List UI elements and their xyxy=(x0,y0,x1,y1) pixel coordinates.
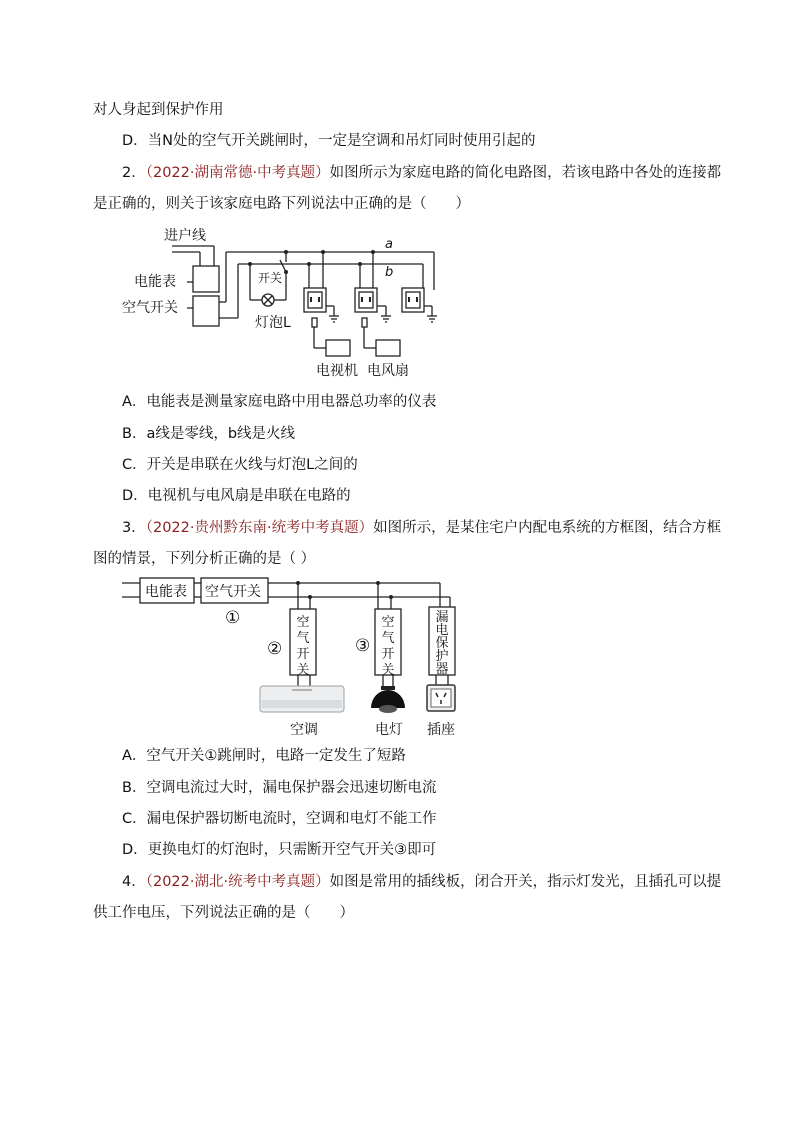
breaker-2-char: 开 xyxy=(296,647,310,662)
lamp-icon xyxy=(371,686,405,713)
question-4-stem-cont: 供工作电压，下列说法正确的是（ ） xyxy=(93,905,354,921)
rcd-char: 电 xyxy=(435,623,449,638)
breaker-2-char: 气 xyxy=(296,631,310,646)
question-source: （2022·湖北·统考中考真题） xyxy=(145,874,330,890)
marker-1: ① xyxy=(225,608,241,628)
option-a: A．空气开关①跳闸时，电路一定发生了短路 xyxy=(122,748,406,764)
household-circuit-diagram xyxy=(120,224,450,384)
incoming-line-label: 进户线 xyxy=(164,228,206,244)
question-2-stem-cont: 是正确的，则关于该家庭电路下列说法中正确的是（ ） xyxy=(93,196,470,212)
tv-label: 电视机 xyxy=(316,363,358,379)
ac-label: 空调 xyxy=(290,722,318,738)
option-c: C．开关是串联在火线与灯泡L之间的 xyxy=(122,457,358,473)
air-conditioner-icon xyxy=(260,686,344,712)
question-source: （2022·贵州黔东南·统考中考真题） xyxy=(145,520,374,536)
question-stem: 如图所示为家庭电路的简化电路图，若该电路中各处的连接都 xyxy=(329,165,722,181)
question-3-stem xyxy=(122,518,721,538)
option-d: D．更换电灯的灯泡时，只需断开空气开关③即可 xyxy=(122,842,437,858)
option-c: C．漏电保护器切断电流时，空调和电灯不能工作 xyxy=(122,811,437,827)
meter-box-label: 电能表 xyxy=(145,584,187,600)
option-a: A．电能表是测量家庭电路中用电器总功率的仪表 xyxy=(122,394,437,410)
wire-b-label: b xyxy=(385,265,394,280)
switch-label: 开关 xyxy=(258,271,283,285)
rcd-char: 器 xyxy=(435,662,449,677)
rcd-char: 漏 xyxy=(435,610,449,625)
rcd-char: 保 xyxy=(435,636,449,651)
main-breaker-label: 空气开关 xyxy=(205,584,261,600)
question-2-stem xyxy=(122,163,721,183)
option-b: B．空调电流过大时，漏电保护器会迅速切断电流 xyxy=(122,780,437,796)
question-number: 3． xyxy=(122,520,146,536)
question-number: 4． xyxy=(122,874,146,890)
breaker-2-char: 空 xyxy=(296,615,310,630)
marker-2: ② xyxy=(267,639,283,659)
breaker-3-char: 空 xyxy=(381,615,395,630)
question-stem: 如图所示，是某住宅户内配电系统的方框图，结合方框 xyxy=(373,520,722,536)
breaker-3-char: 开 xyxy=(381,647,395,662)
option-line: D．当N处的空气开关跳闸时，一定是空调和吊灯同时使用引起的 xyxy=(122,133,536,149)
lamp-label: 电灯 xyxy=(375,722,403,738)
text-line: 对人身起到保护作用 xyxy=(93,102,224,118)
socket-label: 插座 xyxy=(427,722,455,738)
question-3-stem-cont: 图的情景，下列分析正确的是（ ） xyxy=(93,551,316,567)
option-b: B．a线是零线，b线是火线 xyxy=(122,426,296,442)
option-d: D．电视机与电风扇是串联在电路的 xyxy=(122,488,351,504)
question-stem: 如图是常用的插线板，闭合开关，指示灯发光，且插孔可以提 xyxy=(329,874,722,890)
breaker-2-char: 关 xyxy=(296,663,310,678)
breaker-label: 空气开关 xyxy=(122,300,178,316)
question-source: （2022·湖南常德·中考真题） xyxy=(145,165,330,181)
wire-a-label: a xyxy=(385,237,393,252)
breaker-3-char: 气 xyxy=(381,631,395,646)
wall-socket-icon xyxy=(427,685,455,711)
question-4-stem xyxy=(122,872,721,892)
rcd-char: 护 xyxy=(435,649,449,664)
distribution-block-diagram xyxy=(120,574,470,744)
marker-3: ③ xyxy=(355,636,371,656)
meter-label: 电能表 xyxy=(134,274,176,290)
bulb-label: 灯泡L xyxy=(255,315,291,331)
fan-label: 电风扇 xyxy=(367,363,409,379)
breaker-3-char: 关 xyxy=(381,663,395,678)
question-number: 2． xyxy=(122,165,146,181)
